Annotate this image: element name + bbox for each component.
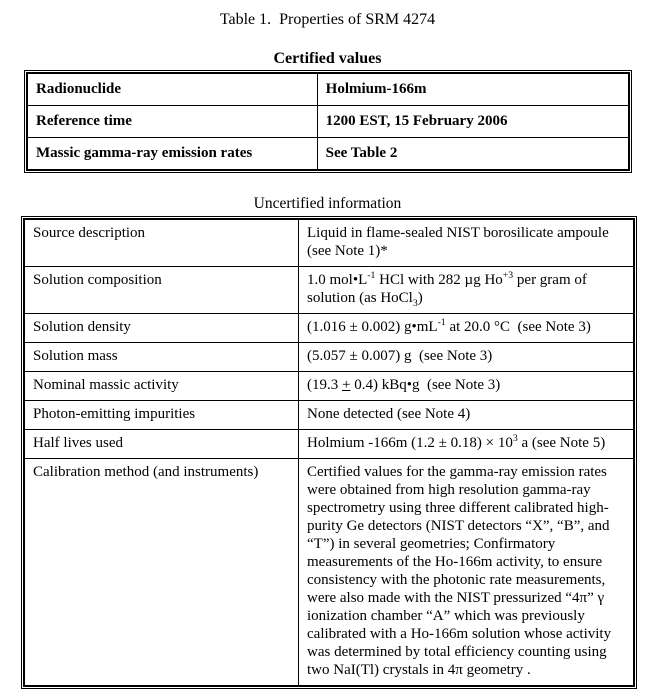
property-label: Nominal massic activity: [24, 372, 299, 401]
property-label: Radionuclide: [27, 73, 317, 106]
property-label: Massic gamma-ray emission rates: [27, 138, 317, 171]
page-title: Table 1. Properties of SRM 4274: [219, 11, 436, 28]
table-row: [24, 401, 634, 430]
table-row: [27, 106, 629, 138]
property-label: Solution mass: [24, 343, 299, 372]
property-value: Liquid in flame-sealed NIST borosilicate ampoule (see Note 1)*: [299, 219, 635, 267]
property-label: Calibration method (and instruments): [24, 459, 299, 687]
document-page: [0, 11, 655, 697]
uncertified-information-table: [21, 216, 637, 689]
property-label: Solution composition: [24, 267, 299, 314]
property-value: (1.016 ± 0.002) $g•mL^{-1}$ at 20.0 °C (see Note 3): [299, 314, 635, 343]
certified-values-table-grid: [26, 72, 630, 171]
certified-values-table: [24, 70, 632, 173]
property-value: Holmium -166m $(1.2 \pm 0.18) \times 10^3$ a (see Note 5): [299, 430, 635, 459]
property-value: (19.3 + 0.4) kBq•g (see Note 3): [299, 372, 635, 401]
table-row: [24, 219, 634, 267]
table-row: [24, 267, 634, 314]
property-value: Certified values for the gamma-ray emission rates were obtained from high resolution gamma-ray spectrometry using three different calibrated high-purity Ge detectors (NIST detectors “X”, “B”, and “T”) in several geometries; Confirmatory measurements of the Ho-166m activity, to ensure consistency with the photonic rate measurements, were also made with the NIST pressurized “4π” γ ionization chamber “A” which was previously calibrated with a Ho-166m solution whose activity was determined by total efficiency counting using two NaI(Tl) crystals in 4π geometry .: [299, 459, 635, 687]
uncertified-information-caption: Uncertified information: [253, 195, 402, 212]
property-value: 1200 EST, 15 February 2006: [317, 106, 629, 138]
property-value: See Table 2: [317, 138, 629, 171]
table-row: [24, 343, 634, 372]
table-row: [24, 459, 634, 687]
property-value: (5.057 ± 0.007) g (see Note 3): [299, 343, 635, 372]
property-label: Reference time: [27, 106, 317, 138]
property-value: None detected (see Note 4): [299, 401, 635, 430]
table-row: [27, 138, 629, 171]
table-row: [27, 73, 629, 106]
table-row: [24, 430, 634, 459]
table-row: [24, 372, 634, 401]
property-value: 1.0 $mol•L^{-1}$ HCl with 282 µg $Ho^{+3}$ per gram of solution (as HoCl$_3$): [299, 267, 635, 314]
certified-values-caption: Certified values: [273, 50, 382, 67]
table-row: [24, 314, 634, 343]
property-label: Half lives used: [24, 430, 299, 459]
property-label: Source description: [24, 219, 299, 267]
uncertified-information-table-grid: [23, 218, 635, 687]
property-label: Solution density: [24, 314, 299, 343]
property-label: Photon-emitting impurities: [24, 401, 299, 430]
property-value: Holmium-166m: [317, 73, 629, 106]
